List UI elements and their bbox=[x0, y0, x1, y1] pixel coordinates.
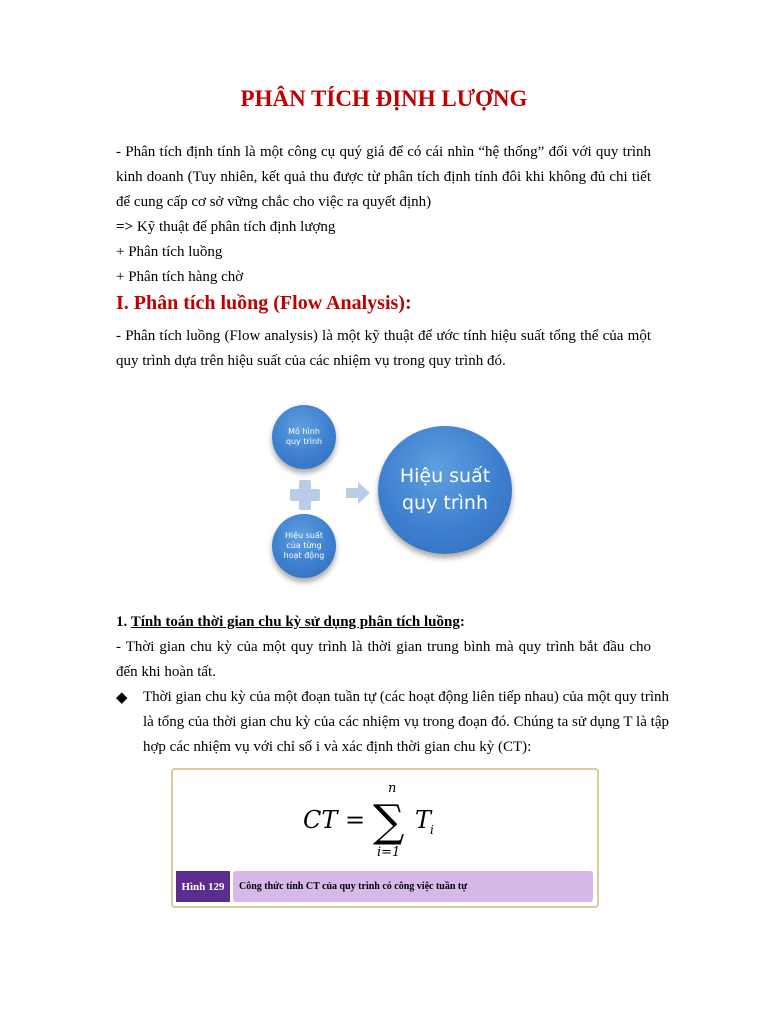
formula-upper-limit: n bbox=[388, 781, 397, 796]
formula-sum-symbol: ∑ bbox=[373, 796, 405, 847]
page-title: PHÂN TÍCH ĐỊNH LƯỢNG bbox=[240, 86, 528, 111]
intro-item-flow: + Phân tích luồng bbox=[116, 244, 223, 260]
subsection1-paragraph: - Thời gian chu kỳ của một quy trình là thời gian trung bình mà quy trình bắt đầu cho đến khi hoàn tất. bbox=[116, 639, 651, 680]
flow-analysis-diagram bbox=[262, 400, 522, 582]
section1-paragraph: - Phân tích luồng (Flow analysis) là một kỹ thuật để ước tính hiệu suất tổng thể của một quy trình dựa trên hiệu suất của các nhiệm vụ trong quy trình đó. bbox=[116, 328, 651, 369]
formula-term: T bbox=[415, 806, 432, 834]
intro-arrow-line bbox=[116, 215, 651, 240]
subsection1-title: Tính toán thời gian chu kỳ sử dụng phân tích luồng bbox=[130, 614, 460, 630]
plus-icon-bar bbox=[290, 489, 320, 501]
cycle-time-formula bbox=[303, 780, 453, 860]
circle-activity-performance bbox=[272, 514, 336, 578]
arrow-line-text: Kỹ thuật để phân tích định lượng bbox=[133, 219, 336, 235]
formula-lhs: CT bbox=[303, 806, 338, 834]
circle-process-performance-label: Hiệu suất quy trình bbox=[399, 465, 491, 514]
figure-label: Hình 129 bbox=[176, 871, 230, 902]
subsection1-heading bbox=[116, 610, 651, 635]
subsection1-number: 1. bbox=[116, 614, 131, 630]
section-heading-flow-analysis: I. Phân tích luồng (Flow Analysis): bbox=[116, 292, 412, 314]
figure-caption: Công thức tính CT của quy trình có công việc tuần tự bbox=[233, 871, 593, 902]
subsection1-bullet-text: Thời gian chu kỳ của một đoạn tuần tự (các hoạt động liên tiếp nhau) của một quy trình là tổng của thời gian chu kỳ của các nhiệm vụ trong đoạn đó. Chúng ta sử dụng T là tập hợp các nhiệm vụ với chỉ số i và xác định thời gian chu kỳ (CT): bbox=[143, 689, 669, 755]
diamond-bullet-icon: ◆ bbox=[116, 690, 128, 706]
intro-item-queue: + Phân tích hàng chờ bbox=[116, 269, 244, 285]
formula-lower-limit: i=1 bbox=[377, 845, 401, 860]
arrow-right-icon bbox=[346, 482, 370, 504]
formula-figure bbox=[171, 768, 599, 908]
circle-process-model-label: Mô hình quy trình bbox=[285, 427, 323, 446]
formula-equals: = bbox=[345, 806, 366, 834]
circle-activity-performance-label: Hiệu suất của từng hoạt động bbox=[283, 531, 325, 560]
arrow-prefix: => bbox=[116, 219, 134, 235]
subsection1-colon: : bbox=[459, 614, 465, 630]
intro-paragraph: - Phân tích định tính là một công cụ quý giá để có cái nhìn “hệ thống” đối với quy trình kinh doanh (Tuy nhiên, kết quả thu được từ phân tích định tính đôi khi không đủ chi tiết để cung cấp cơ sở vững chắc cho việc ra quyết định) bbox=[116, 144, 651, 210]
formula-subscript: i bbox=[430, 823, 434, 837]
circle-process-model bbox=[272, 405, 336, 469]
circle-process-performance bbox=[378, 426, 512, 554]
